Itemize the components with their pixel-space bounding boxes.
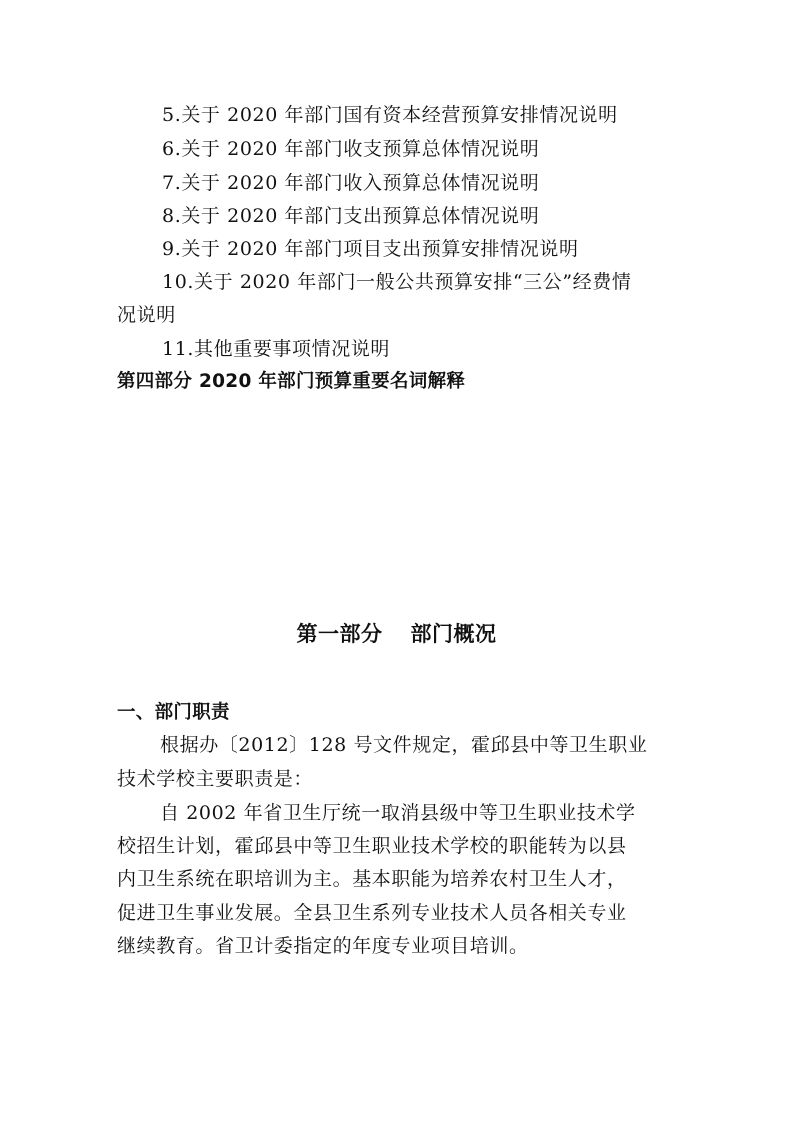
paragraph-2-line-1: 自 2002 年省卫生厅统一取消县级中等卫生职业技术学 [160,802,636,824]
paragraph-1-line-1: 根据办〔2012〕128 号文件规定，霍邱县中等卫生职业 [160,734,648,756]
paragraph-2-line-3: 内卫生系统在职培训为主。基本职能为培养农村卫生人才， [117,868,627,890]
paragraph-2-line-2: 校招生计划，霍邱县中等卫生职业技术学校的职能转为以县 [117,835,627,857]
toc-item-8: 8.关于 2020 年部门支出预算总体情况说明 [162,205,540,227]
toc-part4-heading: 第四部分 2020 年部门预算重要名词解释 [117,371,466,392]
toc-item-7: 7.关于 2020 年部门收入预算总体情况说明 [162,172,540,194]
toc-item-11: 11.其他重要事项情况说明 [162,338,391,360]
part1-title-number: 第一部分 [296,622,383,646]
paragraph-2-line-5: 继续教育。省卫计委指定的年度专业项目培训。 [117,935,529,957]
section1-heading: 一、部门职责 [117,702,230,723]
part1-title-name: 部门概况 [410,622,497,646]
toc-item-10: 10.关于 2020 年部门一般公共预算安排“三公”经费情 [162,271,632,293]
toc-item-9: 9.关于 2020 年部门项目支出预算安排情况说明 [162,238,579,260]
paragraph-1-line-2: 技术学校主要职责是： [117,768,314,790]
paragraph-2-line-4: 促进卫生事业发展。全县卫生系列专业技术人员各相关专业 [117,902,627,924]
toc-item-5: 5.关于 2020 年部门国有资本经营预算安排情况说明 [162,104,618,126]
part1-title [0,621,793,647]
toc-item-10-continued: 况说明 [117,304,176,326]
toc-item-6: 6.关于 2020 年部门收支预算总体情况说明 [162,138,540,160]
